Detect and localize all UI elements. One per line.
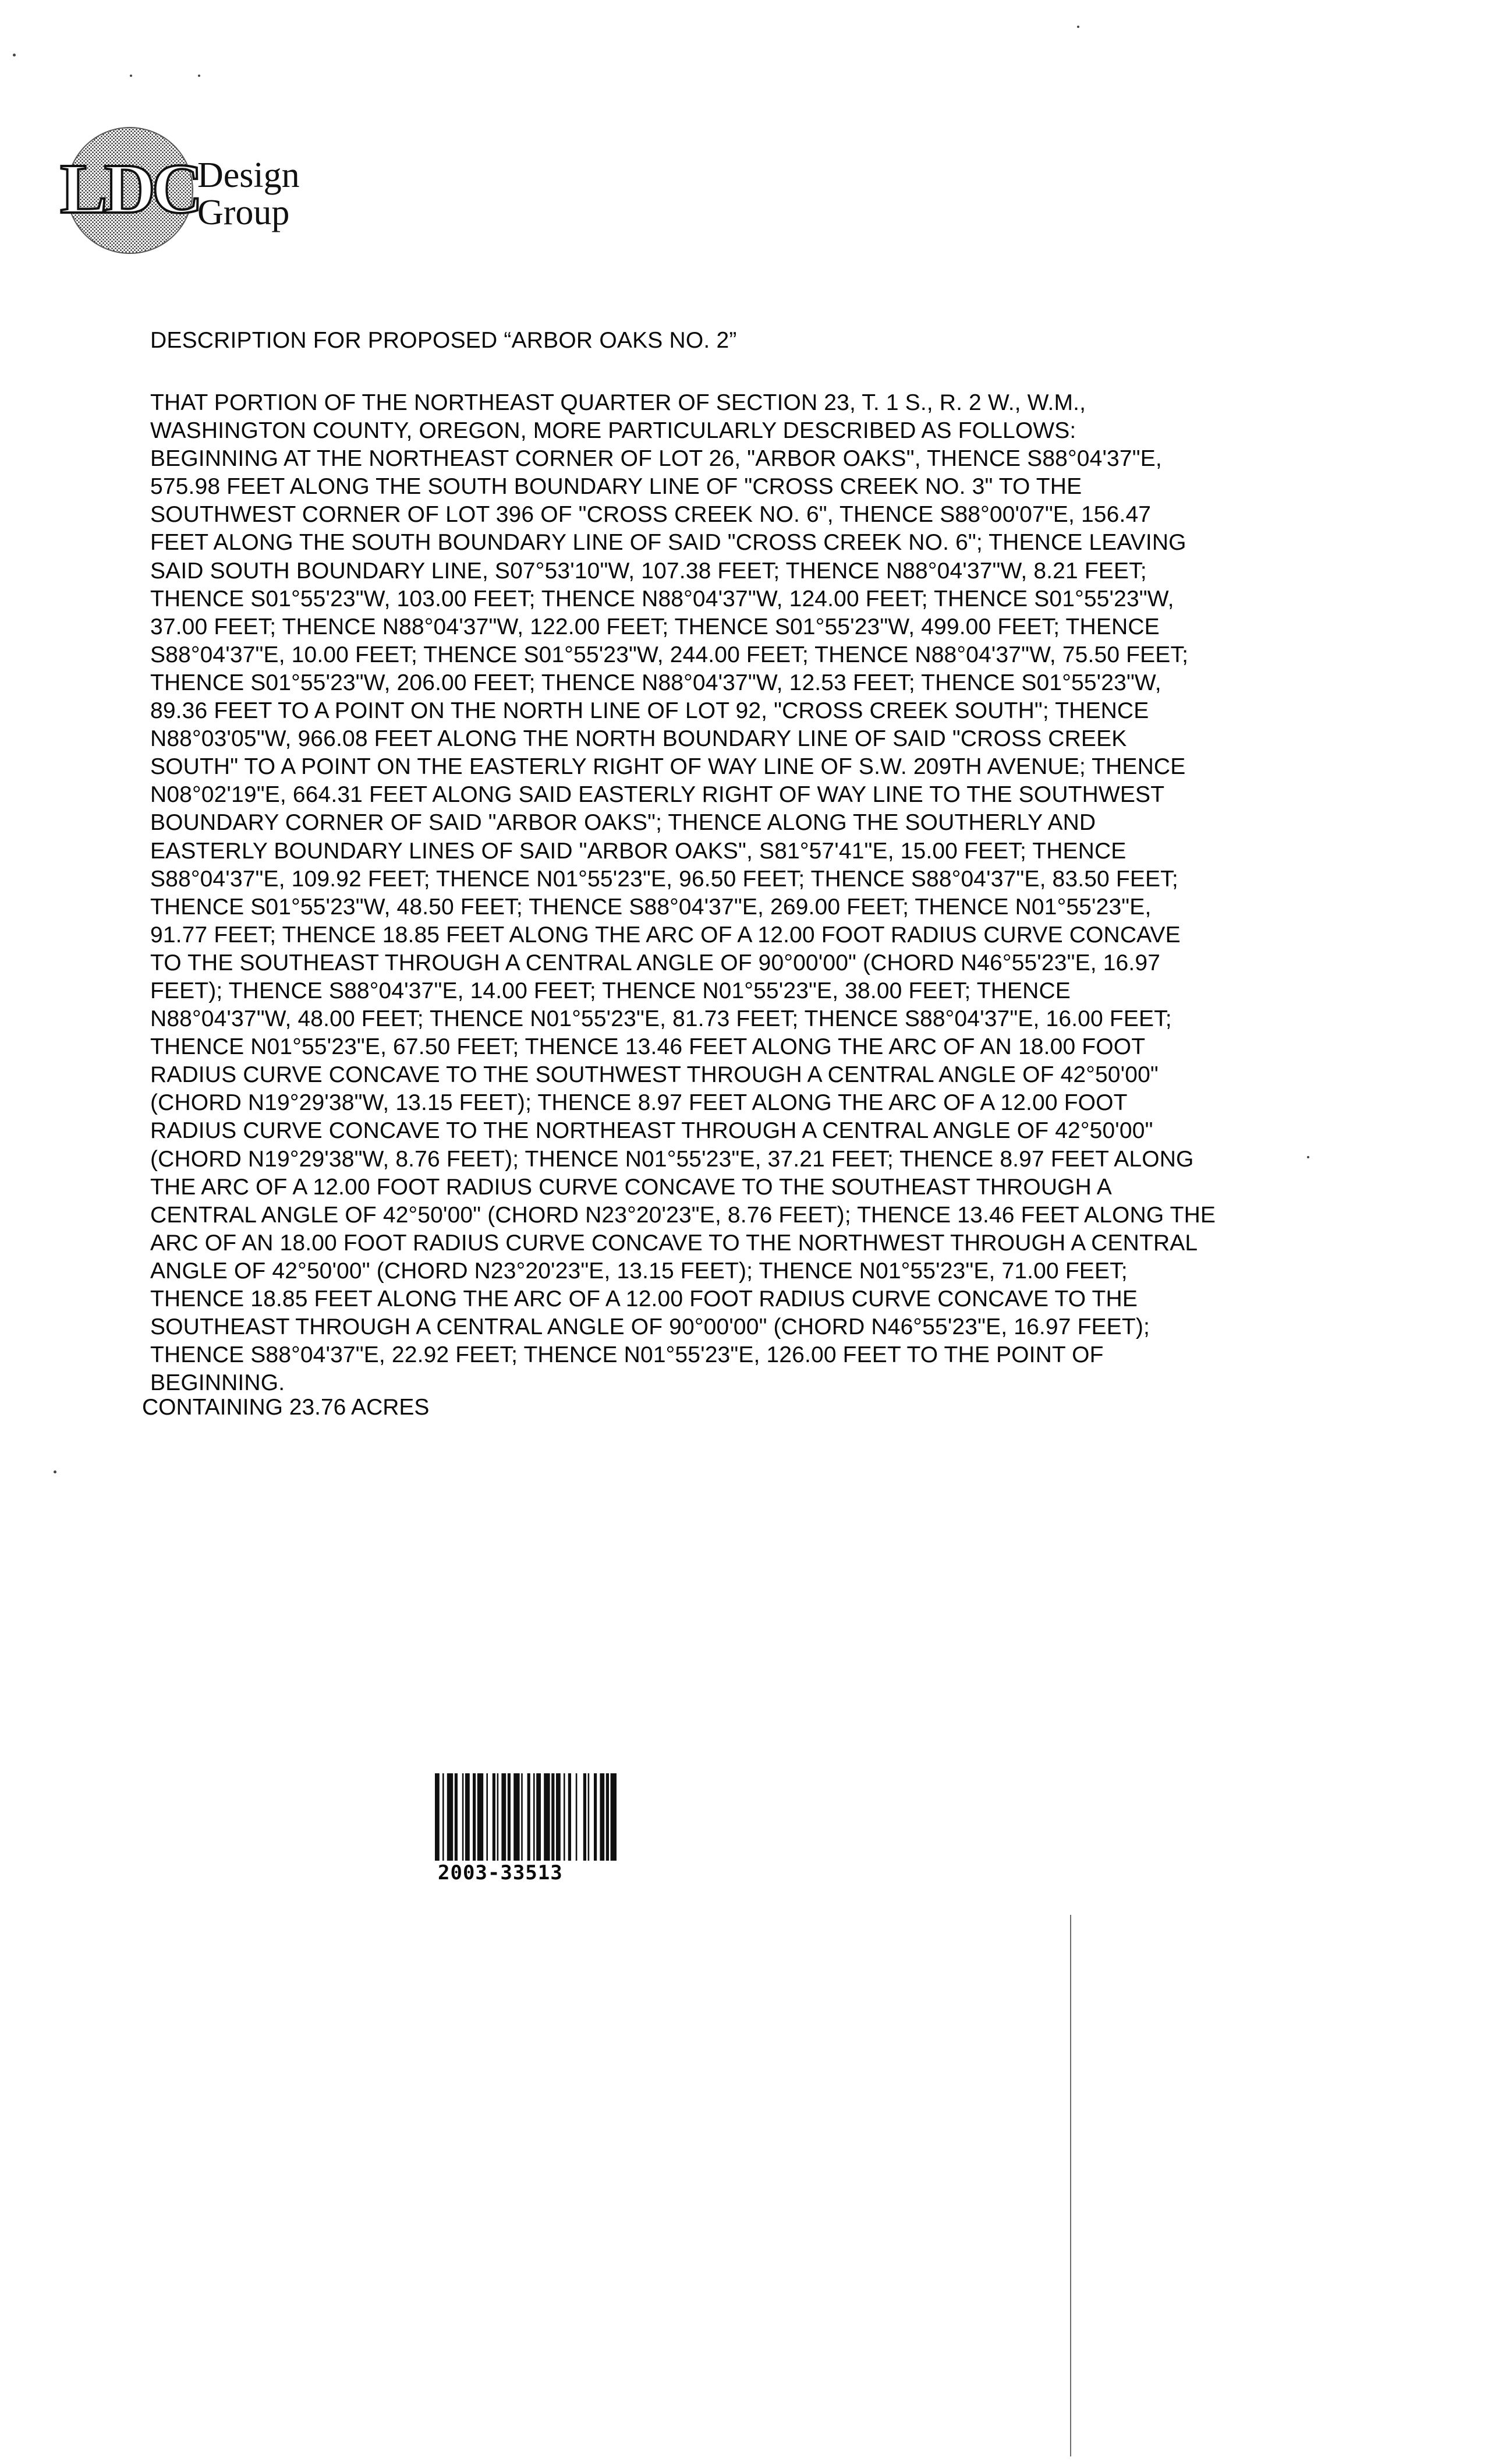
scan-speck <box>54 1470 56 1473</box>
barcode-bar <box>588 1773 590 1861</box>
containing-acreage: CONTAINING 23.76 ACRES <box>142 1395 430 1420</box>
legal-line: THENCE N01°55'23"E, 67.50 FEET; THENCE 13.46 FEET ALONG THE ARC OF AN 18.00 FOOT <box>150 1034 1146 1060</box>
barcode-bar <box>606 1773 609 1861</box>
scan-speck <box>198 75 200 77</box>
legal-line: SOUTHEAST THROUGH A CENTRAL ANGLE OF 90°00'00" (CHORD N46°55'23"E, 16.97 FEET); <box>150 1314 1150 1340</box>
barcode-bar <box>497 1773 499 1861</box>
barcode-bar <box>583 1773 586 1861</box>
barcode-bar <box>513 1773 519 1861</box>
scan-margin-line <box>1070 1915 1071 2456</box>
logo-line-group: Group <box>197 193 290 232</box>
legal-line: ANGLE OF 42°50'00" (CHORD N23°20'23"E, 13.15 FEET); THENCE N01°55'23"E, 71.00 FEET; <box>150 1258 1128 1284</box>
barcode-bar <box>576 1773 578 1861</box>
legal-line: N88°04'37"W, 48.00 FEET; THENCE N01°55'23"E, 81.73 FEET; THENCE S88°04'37"E, 16.00 FEET; <box>150 1006 1172 1032</box>
legal-line: N88°03'05"W, 966.08 FEET ALONG THE NORTH BOUNDARY LINE OF SAID "CROSS CREEK <box>150 726 1127 752</box>
barcode-bar <box>455 1773 458 1861</box>
legal-line: EASTERLY BOUNDARY LINES OF SAID "ARBOR OAKS", S81°57'41"E, 15.00 FEET; THENCE <box>150 838 1127 864</box>
legal-line: THENCE 18.85 FEET ALONG THE ARC OF A 12.00 FOOT RADIUS CURVE CONCAVE TO THE <box>150 1286 1138 1311</box>
logo-line-design: Design <box>197 155 300 195</box>
logo-letters: LDC <box>60 150 200 228</box>
legal-line: BOUNDARY CORNER OF SAID "ARBOR OAKS"; THENCE ALONG THE SOUTHERLY AND <box>150 810 1096 836</box>
legal-line: FEET ALONG THE SOUTH BOUNDARY LINE OF SAID "CROSS CREEK NO. 6"; THENCE LEAVING <box>150 530 1186 556</box>
barcode-bar <box>447 1773 453 1861</box>
legal-line: (CHORD N19°29'38"W, 13.15 FEET); THENCE 8.97 FEET ALONG THE ARC OF A 12.00 FOOT <box>150 1090 1128 1116</box>
legal-line: S88°04'37"E, 10.00 FEET; THENCE S01°55'23"W, 244.00 FEET; THENCE N88°04'37"W, 75.50 FEET; <box>150 642 1189 667</box>
legal-line: THENCE S01°55'23"W, 103.00 FEET; THENCE N88°04'37"W, 124.00 FEET; THENCE S01°55'23"W, <box>150 586 1174 611</box>
scan-speck <box>1307 1156 1309 1158</box>
ldc-design-group-logo <box>55 125 335 259</box>
barcode-bar <box>462 1773 464 1861</box>
recording-barcode <box>434 1773 702 1861</box>
barcode-bar <box>533 1773 535 1861</box>
legal-line: THE ARC OF A 12.00 FOOT RADIUS CURVE CONCAVE TO THE SOUTHEAST THROUGH A <box>150 1174 1112 1200</box>
legal-line: BEGINNING AT THE NORTHEAST CORNER OF LOT 26, "ARBOR OAKS", THENCE S88°04'37"E, <box>150 446 1162 472</box>
barcode-bar <box>544 1773 550 1861</box>
legal-line: SAID SOUTH BOUNDARY LINE, S07°53'10"W, 107.38 FEET; THENCE N88°04'37"W, 8.21 FEET; <box>150 558 1147 584</box>
barcode-bar <box>473 1773 476 1861</box>
barcode-bar <box>486 1773 488 1861</box>
scan-speck <box>1077 26 1079 28</box>
legal-description <box>150 389 1361 1397</box>
barcode-bar <box>521 1773 523 1861</box>
legal-line: TO THE SOUTHEAST THROUGH A CENTRAL ANGLE OF 90°00'00" (CHORD N46°55'23"E, 16.97 <box>150 950 1161 975</box>
barcode-bar <box>568 1773 571 1861</box>
scan-speck <box>13 54 16 56</box>
legal-line: RADIUS CURVE CONCAVE TO THE SOUTHWEST THROUGH A CENTRAL ANGLE OF 42°50'00" <box>150 1062 1159 1088</box>
legal-line: SOUTH" TO A POINT ON THE EASTERLY RIGHT OF WAY LINE OF S.W. 209TH AVENUE; THENCE <box>150 754 1186 780</box>
document-title: DESCRIPTION FOR PROPOSED “ARBOR OAKS NO. 2” <box>150 328 737 353</box>
barcode-bar <box>435 1773 440 1861</box>
legal-line: THENCE S01°55'23"W, 48.50 FEET; THENCE S88°04'37"E, 269.00 FEET; THENCE N01°55'23"E, <box>150 894 1152 920</box>
legal-line: THENCE S88°04'37"E, 22.92 FEET; THENCE N01°55'23"E, 126.00 FEET TO THE POINT OF <box>150 1342 1104 1368</box>
legal-line: 575.98 FEET ALONG THE SOUTH BOUNDARY LINE OF "CROSS CREEK NO. 3" TO THE <box>150 474 1082 500</box>
barcode-bar <box>527 1773 530 1861</box>
legal-line: SOUTHWEST CORNER OF LOT 396 OF "CROSS CREEK NO. 6", THENCE S88°00'07"E, 156.47 <box>150 502 1152 528</box>
barcode-bar <box>508 1773 511 1861</box>
scan-speck <box>130 75 132 77</box>
barcode-bar <box>501 1773 506 1861</box>
barcode-bar <box>477 1773 483 1861</box>
barcode-bar <box>594 1773 597 1861</box>
barcode-bar <box>556 1773 561 1861</box>
legal-line: BEGINNING. <box>150 1370 285 1396</box>
legal-line: 37.00 FEET; THENCE N88°04'37"W, 122.00 FEET; THENCE S01°55'23"W, 499.00 FEET; THENCE <box>150 614 1160 639</box>
barcode-bar <box>536 1773 541 1861</box>
legal-line: 91.77 FEET; THENCE 18.85 FEET ALONG THE ARC OF A 12.00 FOOT RADIUS CURVE CONCAVE <box>150 922 1181 948</box>
legal-line: N08°02'19"E, 664.31 FEET ALONG SAID EASTERLY RIGHT OF WAY LINE TO THE SOUTHWEST <box>150 782 1165 808</box>
legal-line: 89.36 FEET TO A POINT ON THE NORTH LINE OF LOT 92, "CROSS CREEK SOUTH"; THENCE <box>150 698 1149 724</box>
barcode-bar <box>493 1773 495 1861</box>
legal-line: THENCE S01°55'23"W, 206.00 FEET; THENCE N88°04'37"W, 12.53 FEET; THENCE S01°55'23"W, <box>150 670 1161 695</box>
barcode-bar <box>551 1773 554 1861</box>
legal-line: FEET); THENCE S88°04'37"E, 14.00 FEET; THENCE N01°55'23"E, 38.00 FEET; THENCE <box>150 978 1071 1003</box>
barcode-bar <box>465 1773 470 1861</box>
legal-line: (CHORD N19°29'38"W, 8.76 FEET); THENCE N01°55'23"E, 37.21 FEET; THENCE 8.97 FEET ALONG <box>150 1146 1194 1172</box>
legal-line: S88°04'37"E, 109.92 FEET; THENCE N01°55'23"E, 96.50 FEET; THENCE S88°04'37"E, 83.50 FEET; <box>150 866 1178 892</box>
legal-line: RADIUS CURVE CONCAVE TO THE NORTHEAST THROUGH A CENTRAL ANGLE OF 42°50'00" <box>150 1118 1153 1144</box>
legal-line: WASHINGTON COUNTY, OREGON, MORE PARTICULARLY DESCRIBED AS FOLLOWS: <box>150 418 1076 444</box>
legal-line: CENTRAL ANGLE OF 42°50'00" (CHORD N23°20'23"E, 8.76 FEET); THENCE 13.46 FEET ALONG THE <box>150 1202 1216 1228</box>
barcode-bar <box>564 1773 565 1861</box>
legal-line: ARC OF AN 18.00 FOOT RADIUS CURVE CONCAVE TO THE NORTHWEST THROUGH A CENTRAL <box>150 1230 1198 1256</box>
barcode-bar <box>442 1773 444 1861</box>
barcode-bar <box>611 1773 617 1861</box>
legal-line: THAT PORTION OF THE NORTHEAST QUARTER OF SECTION 23, T. 1 S., R. 2 W., W.M., <box>150 390 1086 415</box>
barcode-bar <box>600 1773 604 1861</box>
barcode-number: 2003-33513 <box>438 1861 563 1885</box>
